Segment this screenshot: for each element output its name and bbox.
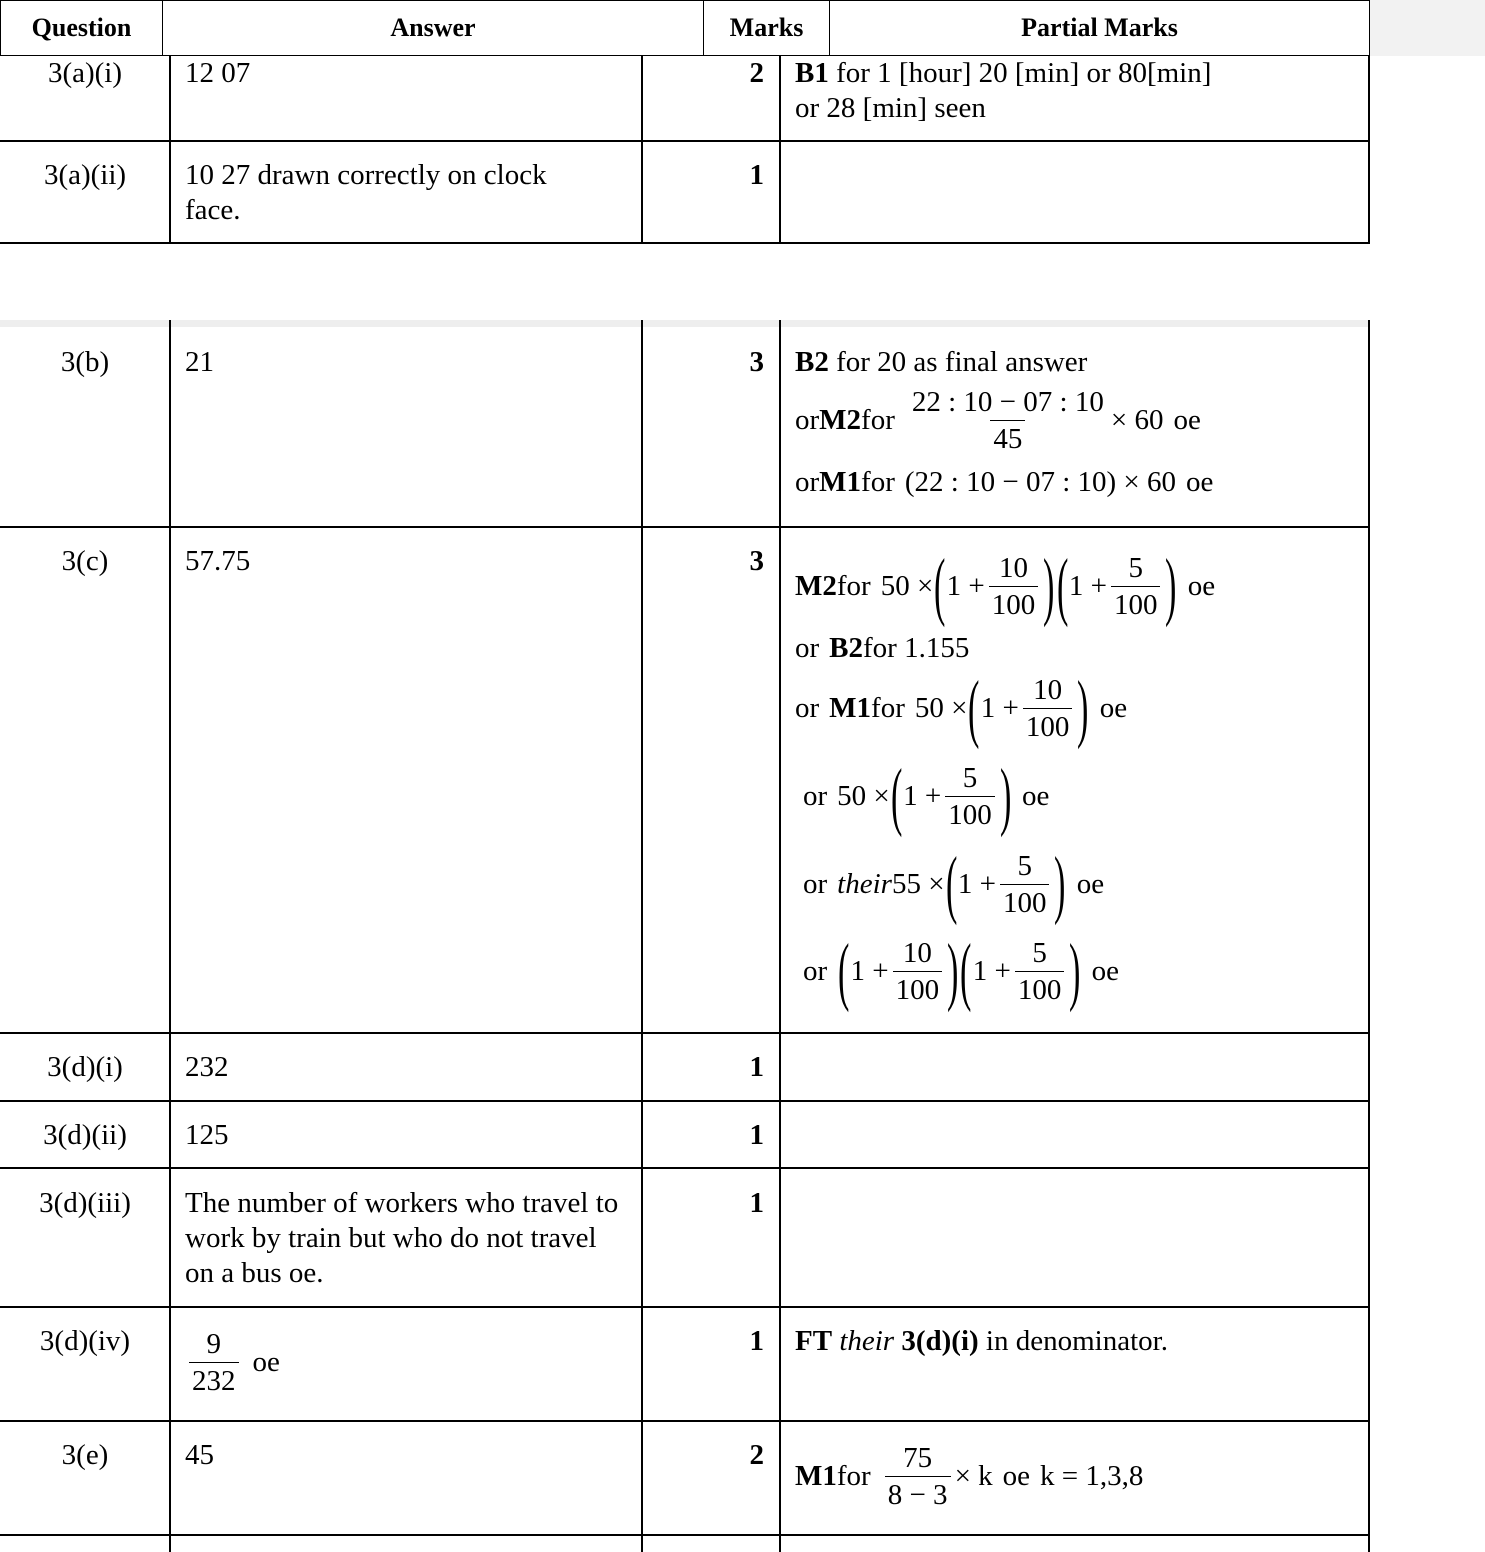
partial-text: for xyxy=(861,404,895,436)
marks: 1 xyxy=(749,1187,764,1219)
mark-code: M2 xyxy=(819,404,862,436)
denominator: 8 − 3 xyxy=(885,1476,951,1513)
marks: 1 xyxy=(749,1325,764,1357)
mark-code: FT xyxy=(795,1325,833,1357)
oe-label: oe xyxy=(1186,466,1214,498)
marks: 1 xyxy=(749,159,764,191)
partial-line-alt: or 50 × ( 1 + $\frac{5}{100}$ ) oe xyxy=(803,754,1050,838)
mark-code: M1 xyxy=(829,691,872,724)
question-number: 3(d)(iii) xyxy=(39,1187,131,1219)
row-divider xyxy=(0,1100,1370,1102)
partial-text: or xyxy=(795,404,820,436)
grid-line xyxy=(1368,320,1370,1552)
page-gap-strip xyxy=(0,320,1370,327)
math-expr: k = 1,3,8 xyxy=(1040,1460,1144,1492)
row-divider xyxy=(0,1420,1370,1422)
denominator: 232 xyxy=(189,1362,239,1399)
row-divider xyxy=(0,1167,1370,1169)
partial-text: for xyxy=(836,569,871,602)
mark-code: M1 xyxy=(795,1460,837,1492)
question-ref: 3(d)(i) xyxy=(901,1325,979,1357)
mark-code: M2 xyxy=(795,569,837,602)
mark-code: B1 xyxy=(795,57,829,89)
answer: 125 xyxy=(185,1119,229,1151)
header-marks: Marks xyxy=(703,0,830,56)
partial-text: for xyxy=(861,466,895,498)
row-divider xyxy=(0,140,1370,142)
partial-text: or xyxy=(795,466,820,498)
header-answer: Answer xyxy=(162,0,704,56)
page-gap xyxy=(0,244,1370,320)
math-expr: 50 × xyxy=(880,569,934,602)
mark-code: B2 xyxy=(829,632,864,664)
answer: 12 07 xyxy=(185,57,251,89)
fraction xyxy=(885,1440,951,1513)
marks: 2 xyxy=(749,1439,764,1471)
oe-label: oe xyxy=(1173,404,1201,436)
oe-label: oe xyxy=(252,1346,280,1378)
partial-line-m2 xyxy=(795,384,1201,457)
grid-line xyxy=(779,320,781,1552)
question-number: 3(d)(ii) xyxy=(43,1119,127,1151)
marks: 1 xyxy=(749,1119,764,1151)
question-number: 3(c) xyxy=(61,545,109,577)
numerator: 9 xyxy=(206,1328,221,1360)
row-divider xyxy=(0,526,1370,528)
grid-line xyxy=(1368,56,1370,244)
math-expr: × k xyxy=(954,1460,993,1492)
answer: 232 xyxy=(185,1051,229,1083)
marks: 2 xyxy=(749,57,764,89)
denominator: 45 xyxy=(990,420,1025,457)
row-divider xyxy=(0,1306,1370,1308)
partial-line-m2: M2 for 50 × ( 1 + $\frac{10}{100}$ ) ( 1 + $\frac{5}{100}$ ) oe xyxy=(795,544,1216,628)
answer: 21 xyxy=(185,346,214,378)
answer: 45 xyxy=(185,1439,214,1471)
answer: 10 27 drawn correctly on clock face. xyxy=(185,159,547,226)
row-divider xyxy=(0,1534,1370,1536)
fraction xyxy=(189,1326,239,1399)
question-number: 3(e) xyxy=(61,1439,109,1471)
grid-line xyxy=(169,320,171,1552)
partial-line-m1: or M1 for 50 × ( 1 + $\frac{10}{100}$ ) oe xyxy=(795,666,1128,750)
partial-line-m1 xyxy=(795,466,1213,499)
marks: 1 xyxy=(749,1051,764,1083)
partial-text: in denominator. xyxy=(978,1325,1168,1357)
partial-text: for 20 as final answer xyxy=(828,346,1088,378)
partial-marks xyxy=(795,56,1365,126)
answer: 57.75 xyxy=(185,545,251,577)
header-partial-marks: Partial Marks xyxy=(829,0,1370,56)
partial-line-alt: or their 55 × ( 1 + $\frac{5}{100}$ ) oe xyxy=(803,842,1105,926)
grid-line xyxy=(779,56,781,244)
header-side-strip xyxy=(1370,0,1485,56)
header-question: Question xyxy=(0,0,163,56)
grid-line xyxy=(641,320,643,1552)
oe-label: oe xyxy=(1187,569,1216,602)
question-number: 3(a)(i) xyxy=(47,57,123,89)
numerator: 22 : 10 − 07 : 10 xyxy=(911,386,1104,418)
question-number: 3(a)(ii) xyxy=(43,159,127,191)
partial-marks xyxy=(795,345,1365,380)
partial-marks xyxy=(795,1324,1365,1359)
math-expr: (22 : 10 − 07 : 10) × 60 xyxy=(904,466,1177,498)
answer: The number of workers who travel to work by train but who do not travel on a bus oe. xyxy=(185,1187,619,1289)
mark-code: B2 xyxy=(795,346,829,378)
oe-label: oe xyxy=(1002,1460,1031,1492)
partial-text: their xyxy=(839,1325,895,1357)
answer xyxy=(185,1326,280,1399)
partial-line-b2: or B2 for 1.155 xyxy=(795,632,970,664)
math-expr: × 60 xyxy=(1110,404,1164,436)
marks: 3 xyxy=(749,545,764,577)
numerator: 75 xyxy=(903,1442,933,1474)
mark-code: M1 xyxy=(819,466,862,498)
partial-text: or 28 [min] seen xyxy=(795,92,986,124)
fraction xyxy=(909,384,1107,457)
marks: 3 xyxy=(749,346,764,378)
row-divider xyxy=(0,1032,1370,1034)
partial-line-alt: or ( 1 + $\frac{10}{100}$ ) ( 1 + $\frac{5}{100}$ ) oe xyxy=(803,929,1120,1013)
partial-text: for 1 [hour] 20 [min] or 80[min] xyxy=(828,57,1212,89)
partial-text: for xyxy=(836,1460,871,1492)
question-number: 3(d)(iv) xyxy=(39,1325,131,1357)
question-number: 3(d)(i) xyxy=(47,1051,123,1083)
question-number: 3(b) xyxy=(60,346,110,378)
partial-line-m1 xyxy=(795,1440,1143,1513)
